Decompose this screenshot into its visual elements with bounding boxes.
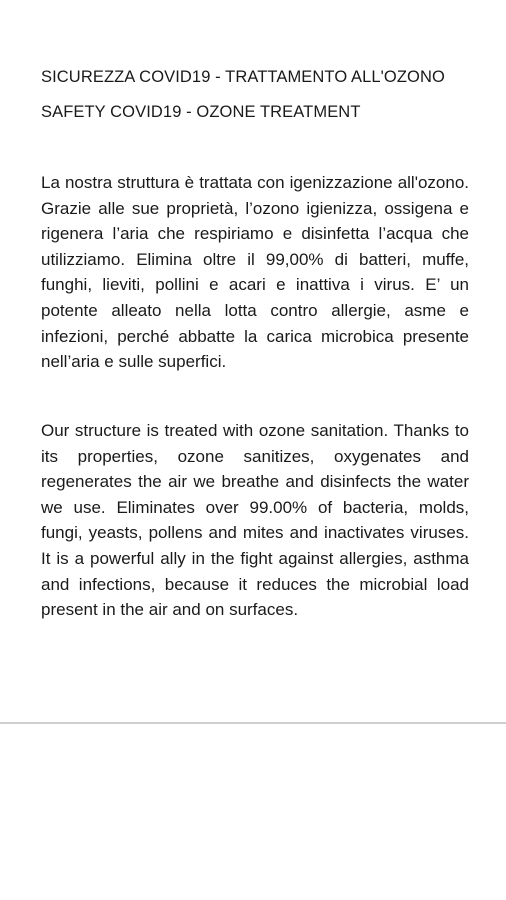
paragraph-italian: La nostra struttura è trattata con igenizzazione all'ozono. Grazie alle sue proprietà, l’ozono igienizza, ossigena e rigenera l’aria che respiriamo e disinfetta l’acqua che utilizziamo. Elimina oltre il 99,00% di batteri, muffe, funghi, lieviti, pollini e acari e inattiva i virus. E’ un potente alleato nella lotta contro allergie, asme e infezioni, perché abbatte la carica microbica presente nell’aria e sulle superfici. <box>41 173 469 372</box>
divider-line <box>0 722 506 724</box>
paragraph-english: Our structure is treated with ozone sanitation. Thanks to its properties, ozone sanitizes, oxygenates and regenerates the air we breathe and disinfects the water we use. Eliminates over 99.00% of bacteria, molds, fungi, yeasts, pollens and mites and inactivates viruses. It is a powerful ally in the fight against allergies, asthma and infections, because it reduces the microbial load present in the air and on surfaces. <box>41 421 469 620</box>
title-english: SAFETY COVID19 - OZONE TREATMENT <box>41 103 361 121</box>
title-italian: SICUREZZA COVID19 - TRATTAMENTO ALL'OZONO <box>41 68 445 86</box>
